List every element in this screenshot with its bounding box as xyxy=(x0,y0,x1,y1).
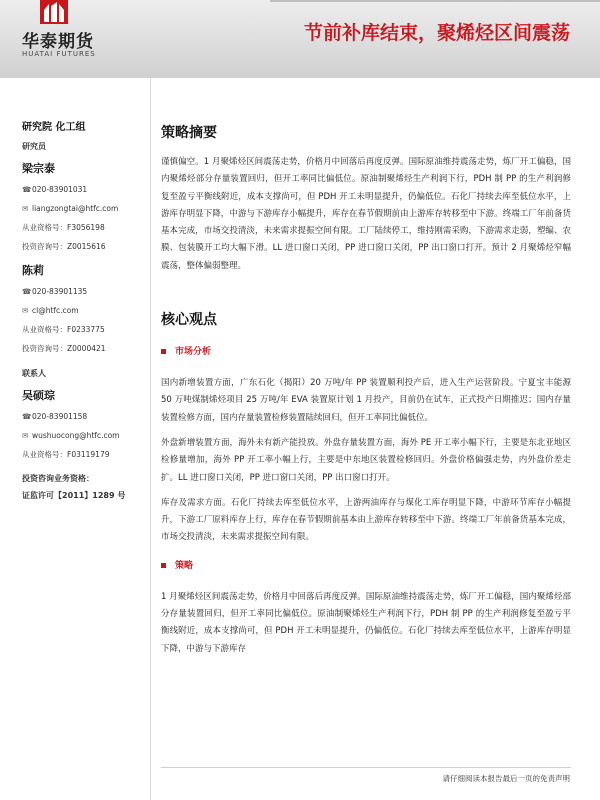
phone-icon: ☎ xyxy=(22,185,32,194)
mail-icon: ✉ xyxy=(22,431,29,440)
overseas-paragraph: 外盘新增装置方面，海外未有新产能投放。外盘存量装置方面，海外 PE 开工率小幅下行，主要是东北亚地区检修量增加，海外 PP 开工率小幅上行，主要是中东地区装置检修回归。外盘价格偏强走势，内外盘价差走扩。LL 进口窗口关闭，PP 进口窗口关闭，PP 出口窗口打开。 xyxy=(161,437,571,483)
logo-chinese-name: 华泰期货 xyxy=(22,32,94,52)
strategy-heading xyxy=(161,555,571,577)
mail-icon: ✉ xyxy=(22,204,29,213)
core-views-heading: 核心观点 xyxy=(161,312,217,329)
researcher-phone: 020-83901135 xyxy=(32,287,88,296)
header-top-line xyxy=(270,0,600,2)
phone-icon: ☎ xyxy=(22,412,32,421)
report-header xyxy=(0,0,600,78)
new-capacity-paragraph: 国内新增装置方面，广东石化（揭阳）20 万吨/年 PP 装置顺利投产后，进入生产运营阶段。宁夏宝丰能源 50 万吨煤制烯烃项目 25 万吨/年 EVA 装置原计划 1 月投产，目前仍在试车，正式投产日期推迟；国内存量装置检修方面，国内存量装置检修装置陆续回归，但开工率同比偏低位。 xyxy=(161,378,571,423)
certification-line-2: 证监许可【2011】1289 号 xyxy=(22,491,126,500)
market-analysis-label: 市场分析 xyxy=(175,347,212,358)
bullet-square-icon xyxy=(161,563,166,568)
analyst-sidebar xyxy=(22,118,152,502)
contact-license: 从业资格号：F03119179 xyxy=(22,450,110,459)
certification-line-1: 投资咨询业务资格： xyxy=(22,474,94,483)
market-analysis-heading xyxy=(161,341,571,363)
researcher-advisor-number: 投资咨询号：Z0015616 xyxy=(22,242,106,251)
strategy-label: 策略 xyxy=(175,560,194,571)
report-body xyxy=(161,118,571,666)
contact-name: 吴硕琮 xyxy=(22,389,55,402)
contact-role-label: 联系人 xyxy=(22,369,46,378)
researcher-advisor-number: 投资咨询号：Z0000421 xyxy=(22,344,106,353)
mail-icon: ✉ xyxy=(22,306,29,315)
inventory-demand-paragraph: 库存及需求方面。石化厂持续去库至低位水平，上游两油库存与煤化工库存明显下降，中游环节库存小幅提升，下游工厂原料库存上行，库存在春节假期前基本由上游库存转移至中下游。终端工厂年前备货基本完成，市场交投清淡，未来需求提振空间有限。 xyxy=(161,497,571,543)
contact-email[interactable]: wushuocong@htfc.com xyxy=(32,431,120,440)
department-label: 研究院 化工组 xyxy=(22,122,86,133)
bullet-square-icon xyxy=(161,349,166,354)
researcher-email[interactable]: liangzongtai@htfc.com xyxy=(32,204,119,213)
researcher-name: 梁宗泰 xyxy=(22,162,55,175)
strategy-summary-text: 谨慎偏空。1 月聚烯烃区间震荡走势，价格月中回落后再度反弹。国际原油维持震荡走势，炼厂开工偏稳，国内聚烯烃部分存量装置回归，但开工率同比偏低位。原油制聚烯烃生产利润下行，PDH 制 PP 的生产利润修复至盈亏平衡线附近，成本支撑尚可，但 PDH 开工未明显提升，仍偏低位。石化厂持续去库至低位水平，上游库存明显下降，中游与下游库存小幅提升，库存在春节假期前由上游库存转移至中下游。终端工厂年前备货基本完成，市场交投清淡，未来需求提振空间有限。工厂陆续停工，维持刚需采购，下游需求走弱，塑编、农膜、包装膜开工均大幅下滑。LL 进口窗口关闭，PP 进口窗口关闭，PP 出口窗口打开。预计 2 月聚烯烃窄幅震荡，整体偏弱整理。 xyxy=(161,157,571,271)
researcher-card xyxy=(22,262,152,362)
report-title: 节前补库结束，聚烯烃区间震荡 xyxy=(303,22,570,44)
contact-card xyxy=(22,387,152,468)
researcher-role-label: 研究员 xyxy=(22,142,46,151)
researcher-card xyxy=(22,160,152,260)
contact-phone: 020-83901158 xyxy=(32,412,88,421)
disclaimer-note: 请仔细阅读本报告最后一页的免责声明 xyxy=(442,774,570,783)
researcher-name: 陈莉 xyxy=(22,264,44,277)
company-logo xyxy=(22,0,132,70)
logo-english-name: HUATAI FUTURES xyxy=(22,50,96,58)
logo-mark-icon xyxy=(40,0,68,24)
researcher-license: 从业资格号：F3056198 xyxy=(22,223,105,232)
researcher-email[interactable]: cl@htfc.com xyxy=(32,306,79,315)
phone-icon: ☎ xyxy=(22,287,32,296)
strategy-summary-heading: 策略摘要 xyxy=(161,125,217,141)
footer-rule xyxy=(161,767,571,768)
researcher-phone: 020-83901031 xyxy=(32,185,88,194)
researcher-license: 从业资格号：F0233775 xyxy=(22,325,105,334)
strategy-paragraph: 1 月聚烯烃区间震荡走势，价格月中回落后再度反弹。国际原油维持震荡走势，炼厂开工偏稳，国内聚烯烃部分存量装置回归，但开工率同比偏低位。原油制聚烯烃生产利润下行，PDH 制 PP 的生产利润修复至盈亏平衡线附近，成本支撑尚可，但 PDH 开工未明显提升，仍偏低位。石化厂持续去库至低位水平，上游库存明显下降，中游与下游库存 xyxy=(161,591,571,654)
